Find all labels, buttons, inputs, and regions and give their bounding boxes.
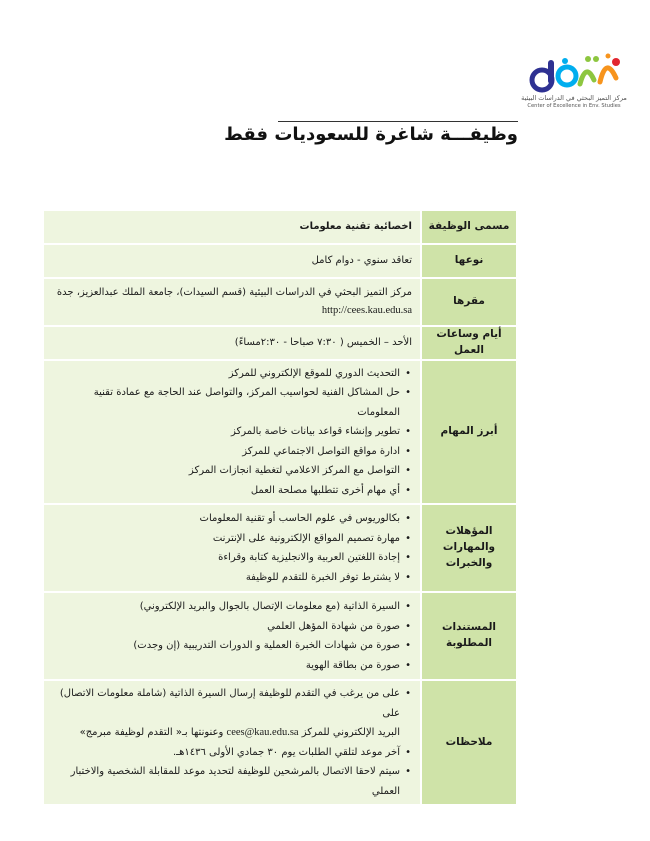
row-job-type [43, 244, 517, 278]
note-text: على من يرغب في التقدم للوظيفة إرسال السيرة الذاتية (شاملة معلومات الاتصال) على [59, 688, 400, 719]
list-item: • إجادة اللغتين العربية والانجليزية كتابة وقراءة [50, 548, 400, 568]
list-item: • التواصل مع المركز الاعلامي لتغطية انجازات المركز [50, 461, 400, 481]
job-details-table [42, 209, 518, 806]
list-item: • سيتم لاحقا الاتصال بالمرشحين للوظيفة لتحديد موعد للمقابلة الشخصية والاختبار العملي [50, 762, 400, 801]
value-hours: الأحد – الخميس ( ٧:٣٠ صباحا - ٢:٣٠مساءً) [43, 326, 421, 360]
row-job-title [43, 210, 517, 244]
label-line: المستندات [441, 621, 497, 634]
list-item: • لا يشترط توفر الخبرة للتقدم للوظيفة [50, 568, 400, 588]
label-qualifications [421, 504, 517, 592]
qualifications-list [50, 509, 412, 587]
location-url[interactable]: http://cees.kau.edu.sa [321, 305, 412, 316]
label-line: والخبرات [445, 556, 493, 569]
value-tasks [43, 360, 421, 505]
list-item: • مهارة تصميم المواقع الإلكترونية على الإنترنت [50, 529, 400, 549]
documents-list [50, 597, 412, 675]
list-item: • السيرة الذاتية (مع معلومات الإتصال بالجوال والبريد الإلكتروني) [50, 597, 400, 617]
row-qualifications [43, 504, 517, 592]
label-notes: ملاحظات [421, 680, 517, 805]
row-location [43, 278, 517, 326]
list-item: • ادارة مواقع التواصل الاجتماعي للمركز [50, 442, 400, 462]
value-job-title: اخصائية تقنية معلومات [43, 210, 421, 244]
value-job-type: تعاقد سنوي - دوام كامل [43, 244, 421, 278]
logo-arabic-caption: مركز التميز البحثي في الدراسات البيئية [521, 94, 627, 102]
list-item: • آخر موعد لتلقي الطلبات يوم ٣٠ جمادي الأولى ١٤٣٦هـ. [50, 743, 400, 763]
logo-mark-icon [518, 50, 630, 94]
list-item [50, 684, 400, 743]
note-text: البريد الإلكتروني للمركز [301, 727, 400, 738]
location-text: مركز التميز البحثي في الدراسات البيئية (قسم السيدات)، جامعة الملك عبدالعزيز، جدة [56, 287, 412, 298]
value-documents [43, 592, 421, 680]
row-documents [43, 592, 517, 680]
list-item: • تطوير وإنشاء قواعد بيانات خاصة بالمركز [50, 422, 400, 442]
label-documents [421, 592, 517, 680]
row-tasks [43, 360, 517, 505]
page-title: وظيفـــة شاغرة للسعوديات فقط [278, 121, 518, 145]
value-location [43, 278, 421, 326]
notes-list [50, 684, 412, 801]
list-item: • صورة من شهادات الخبرة العملية و الدورات التدريبية (إن وجدت) [50, 636, 400, 656]
label-line: المطلوبة [446, 637, 492, 649]
center-logo [518, 50, 630, 110]
list-item: • صورة من شهادة المؤهل العلمي [50, 617, 400, 637]
list-item: • حل المشاكل الفنية لحواسيب المركز، والتواصل عند الحاجة مع عمادة تقنية المعلومات [50, 383, 400, 422]
label-tasks: أبرز المهام [421, 360, 517, 505]
label-job-title: مسمى الوظيفة [421, 210, 517, 244]
tasks-list [50, 364, 412, 501]
list-item: • أي مهام أخرى تتطلبها مصلحة العمل [50, 481, 400, 501]
label-line: والمهارات [442, 541, 496, 554]
note-text: وعنونتها بـ« التقدم لوظيفة مبرمج» [79, 727, 224, 738]
label-line: المؤهلات [445, 525, 493, 538]
label-job-type: نوعها [421, 244, 517, 278]
label-location: مقرها [421, 278, 517, 326]
list-item: • التحديث الدوري للموقع الإلكتروني للمركز [50, 364, 400, 384]
email-link[interactable]: cees@kau.edu.sa [226, 727, 299, 738]
row-notes [43, 680, 517, 805]
list-item: • بكالوريوس في علوم الحاسب أو تقنية المعلومات [50, 509, 400, 529]
label-hours: أيام وساعات العمل [421, 326, 517, 360]
logo-english-caption: Center of Excellence in Env. Studies [527, 103, 621, 109]
row-hours [43, 326, 517, 360]
value-qualifications [43, 504, 421, 592]
list-item: • صورة من بطاقة الهوية [50, 656, 400, 676]
value-notes [43, 680, 421, 805]
